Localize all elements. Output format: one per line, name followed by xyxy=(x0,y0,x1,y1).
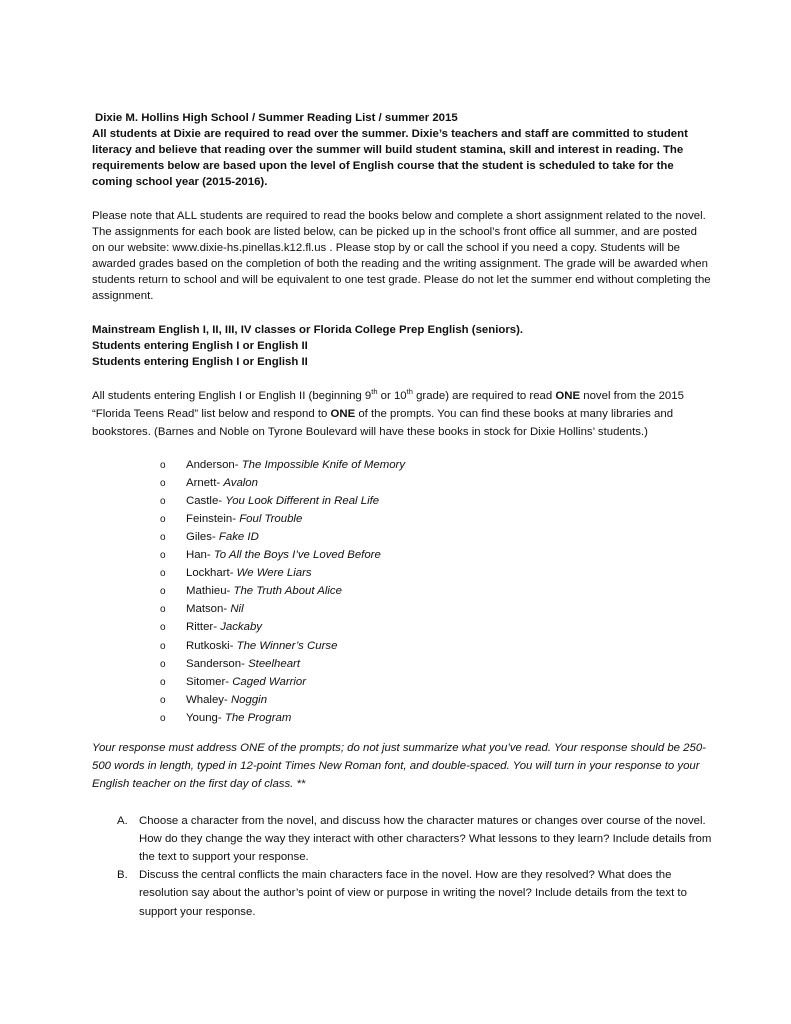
instructions-text: of the prompts. You can find these books at many libraries and bookstores. (Barnes and Noble on Tyrone Boulevard will have these books in stock for Dixie Hollins’ students.) xyxy=(92,408,674,439)
instructions-text: All students entering English I or English II (beginning 9 xyxy=(92,390,372,402)
book-title: Nil xyxy=(230,603,244,616)
spacer xyxy=(92,727,712,739)
book-list-item xyxy=(160,673,712,691)
bullet-circle-icon: o xyxy=(160,568,166,580)
section-heading-mainstream: Mainstream English I, II, III, IV classes or Florida College Prep English (seniors). xyxy=(92,324,524,336)
bullet-circle-icon: o xyxy=(160,513,166,525)
book-list-item xyxy=(160,600,712,618)
book-list-item xyxy=(160,474,712,492)
book-list-item xyxy=(160,546,712,564)
book-author: Matson- xyxy=(186,603,231,616)
book-list-item xyxy=(160,492,712,510)
book-list-item xyxy=(160,691,712,709)
book-author: Castle- xyxy=(186,494,226,507)
bullet-circle-icon: o xyxy=(160,640,166,652)
book-list-item xyxy=(160,456,712,474)
book-author: Mathieu- xyxy=(186,585,234,598)
bullet-circle-icon: o xyxy=(160,586,166,598)
superscript-th: th xyxy=(406,387,413,397)
spacer xyxy=(92,370,712,387)
document-title: Dixie M. Hollins High School / Summer Reading List / summer 2015 xyxy=(95,112,458,124)
book-author: Arnett- xyxy=(186,476,224,489)
book-author: Rutkoski- xyxy=(186,639,237,652)
instructions-text: or 10 xyxy=(377,390,407,402)
book-title: The Program xyxy=(224,711,292,724)
book-list-item xyxy=(160,564,712,582)
prompt-item xyxy=(92,866,712,921)
emphasis-one: ONE xyxy=(330,408,356,421)
document-page xyxy=(92,110,712,921)
bullet-circle-icon: o xyxy=(160,550,166,562)
book-title: Avalon xyxy=(223,476,258,489)
prompt-marker: A. xyxy=(117,814,128,827)
book-title: We Were Liars xyxy=(236,567,312,580)
book-author: Lockhart- xyxy=(186,567,237,580)
bullet-circle-icon: o xyxy=(160,477,166,489)
prompt-item xyxy=(92,812,712,867)
book-title: To All the Boys I’ve Loved Before xyxy=(213,549,381,562)
book-author: Feinstein- xyxy=(186,512,240,525)
book-list-item xyxy=(160,510,712,528)
spacer xyxy=(92,190,712,208)
spacer xyxy=(92,304,712,322)
bullet-circle-icon: o xyxy=(160,622,166,634)
book-title: Noggin xyxy=(230,693,268,706)
book-list-item xyxy=(160,528,712,546)
book-title: Steelheart xyxy=(248,657,300,670)
superscript-th: th xyxy=(371,387,378,397)
bullet-circle-icon: o xyxy=(160,604,166,616)
prompt-text: Discuss the central conflicts the main characters face in the novel. How are they resolved? What does the resolution say about the author’s point of view or purpose in writing the novel? Include details from the text to support your response. xyxy=(139,869,687,918)
book-author: Sanderson- xyxy=(186,657,249,670)
prompt-marker: B. xyxy=(117,869,128,882)
book-list-item xyxy=(160,618,712,636)
book-list-item xyxy=(160,709,712,727)
book-author: Ritter- xyxy=(186,621,221,634)
prompt-text: Choose a character from the novel, and discuss how the character matures or changes over course of the novel. How do they change the way they interact with other characters? What lessons to they learn? Include details from the text to support your response. xyxy=(139,814,712,864)
book-list-item xyxy=(160,637,712,655)
prompt-list xyxy=(92,812,712,921)
book-title: You Look Different in Real Life xyxy=(225,494,380,507)
note-paragraph: Please note that ALL students are required to read the books below and complete a short assignment related to the novel. The assignments for each book are listed below, can be picked up in the school’s front office all summer, and are posted on our website: www.dixie-hs.pinellas.k12.fl.us . Please stop by or call the school if you need a copy. Students will be awarded grades based on the completion of both the reading and the writing assignment. The grade will be awarded when students return to school and will be equivalent to one test grade. Please do not let the summer end without completing the assignment. xyxy=(92,210,711,302)
section-heading-entering-repeat: Students entering English I or English II xyxy=(92,356,308,368)
book-title: Jackaby xyxy=(220,621,262,634)
spacer xyxy=(92,794,712,812)
bullet-circle-icon: o xyxy=(160,495,166,507)
book-title: The Truth About Alice xyxy=(233,585,342,598)
book-author: Anderson- xyxy=(186,458,242,471)
book-author: Han- xyxy=(186,549,214,562)
book-author: Young- xyxy=(186,711,225,724)
book-list-item xyxy=(160,655,712,673)
book-title: Caged Warrior xyxy=(232,675,307,688)
response-instructions: Your response must address ONE of the prompts; do not just summarize what you’ve read. Your response should be 250-500 words in length, typed in 12-point Times New Roman font, and double-spaced. You will turn in your response to your English teacher on the first day of class. ** xyxy=(92,742,706,791)
bullet-circle-icon: o xyxy=(160,676,166,688)
bullet-circle-icon: o xyxy=(160,712,166,724)
spacer xyxy=(92,442,712,456)
emphasis-one: ONE xyxy=(555,390,581,402)
book-title: Fake ID xyxy=(218,530,259,543)
bullet-circle-icon: o xyxy=(160,531,166,543)
book-list xyxy=(160,456,712,727)
intro-paragraph: All students at Dixie are required to read over the summer. Dixie’s teachers and staff are committed to student literacy and believe that reading over the summer will build student stamina, skill and interest in reading. The requirements below are based upon the level of English course that the student is scheduled to take for the coming school year (2015-2016). xyxy=(92,128,688,188)
book-author: Giles- xyxy=(186,530,219,543)
section-heading-entering: Students entering English I or English II xyxy=(92,340,308,352)
book-list-item xyxy=(160,582,712,600)
instructions-paragraph xyxy=(92,387,712,442)
bullet-circle-icon: o xyxy=(160,658,166,670)
book-title: The Impossible Knife of Memory xyxy=(241,458,406,471)
bullet-circle-icon: o xyxy=(160,694,166,706)
instructions-text: grade) are required to read xyxy=(412,390,556,402)
book-title: The Winner’s Curse xyxy=(236,639,338,652)
book-author: Sitomer- xyxy=(186,675,233,688)
book-title: Foul Trouble xyxy=(239,512,303,525)
instructions-text: novel from the 2015 “Florida Teens Read” list below and respond to xyxy=(92,390,684,421)
book-author: Whaley- xyxy=(186,693,231,706)
bullet-circle-icon: o xyxy=(160,459,166,471)
